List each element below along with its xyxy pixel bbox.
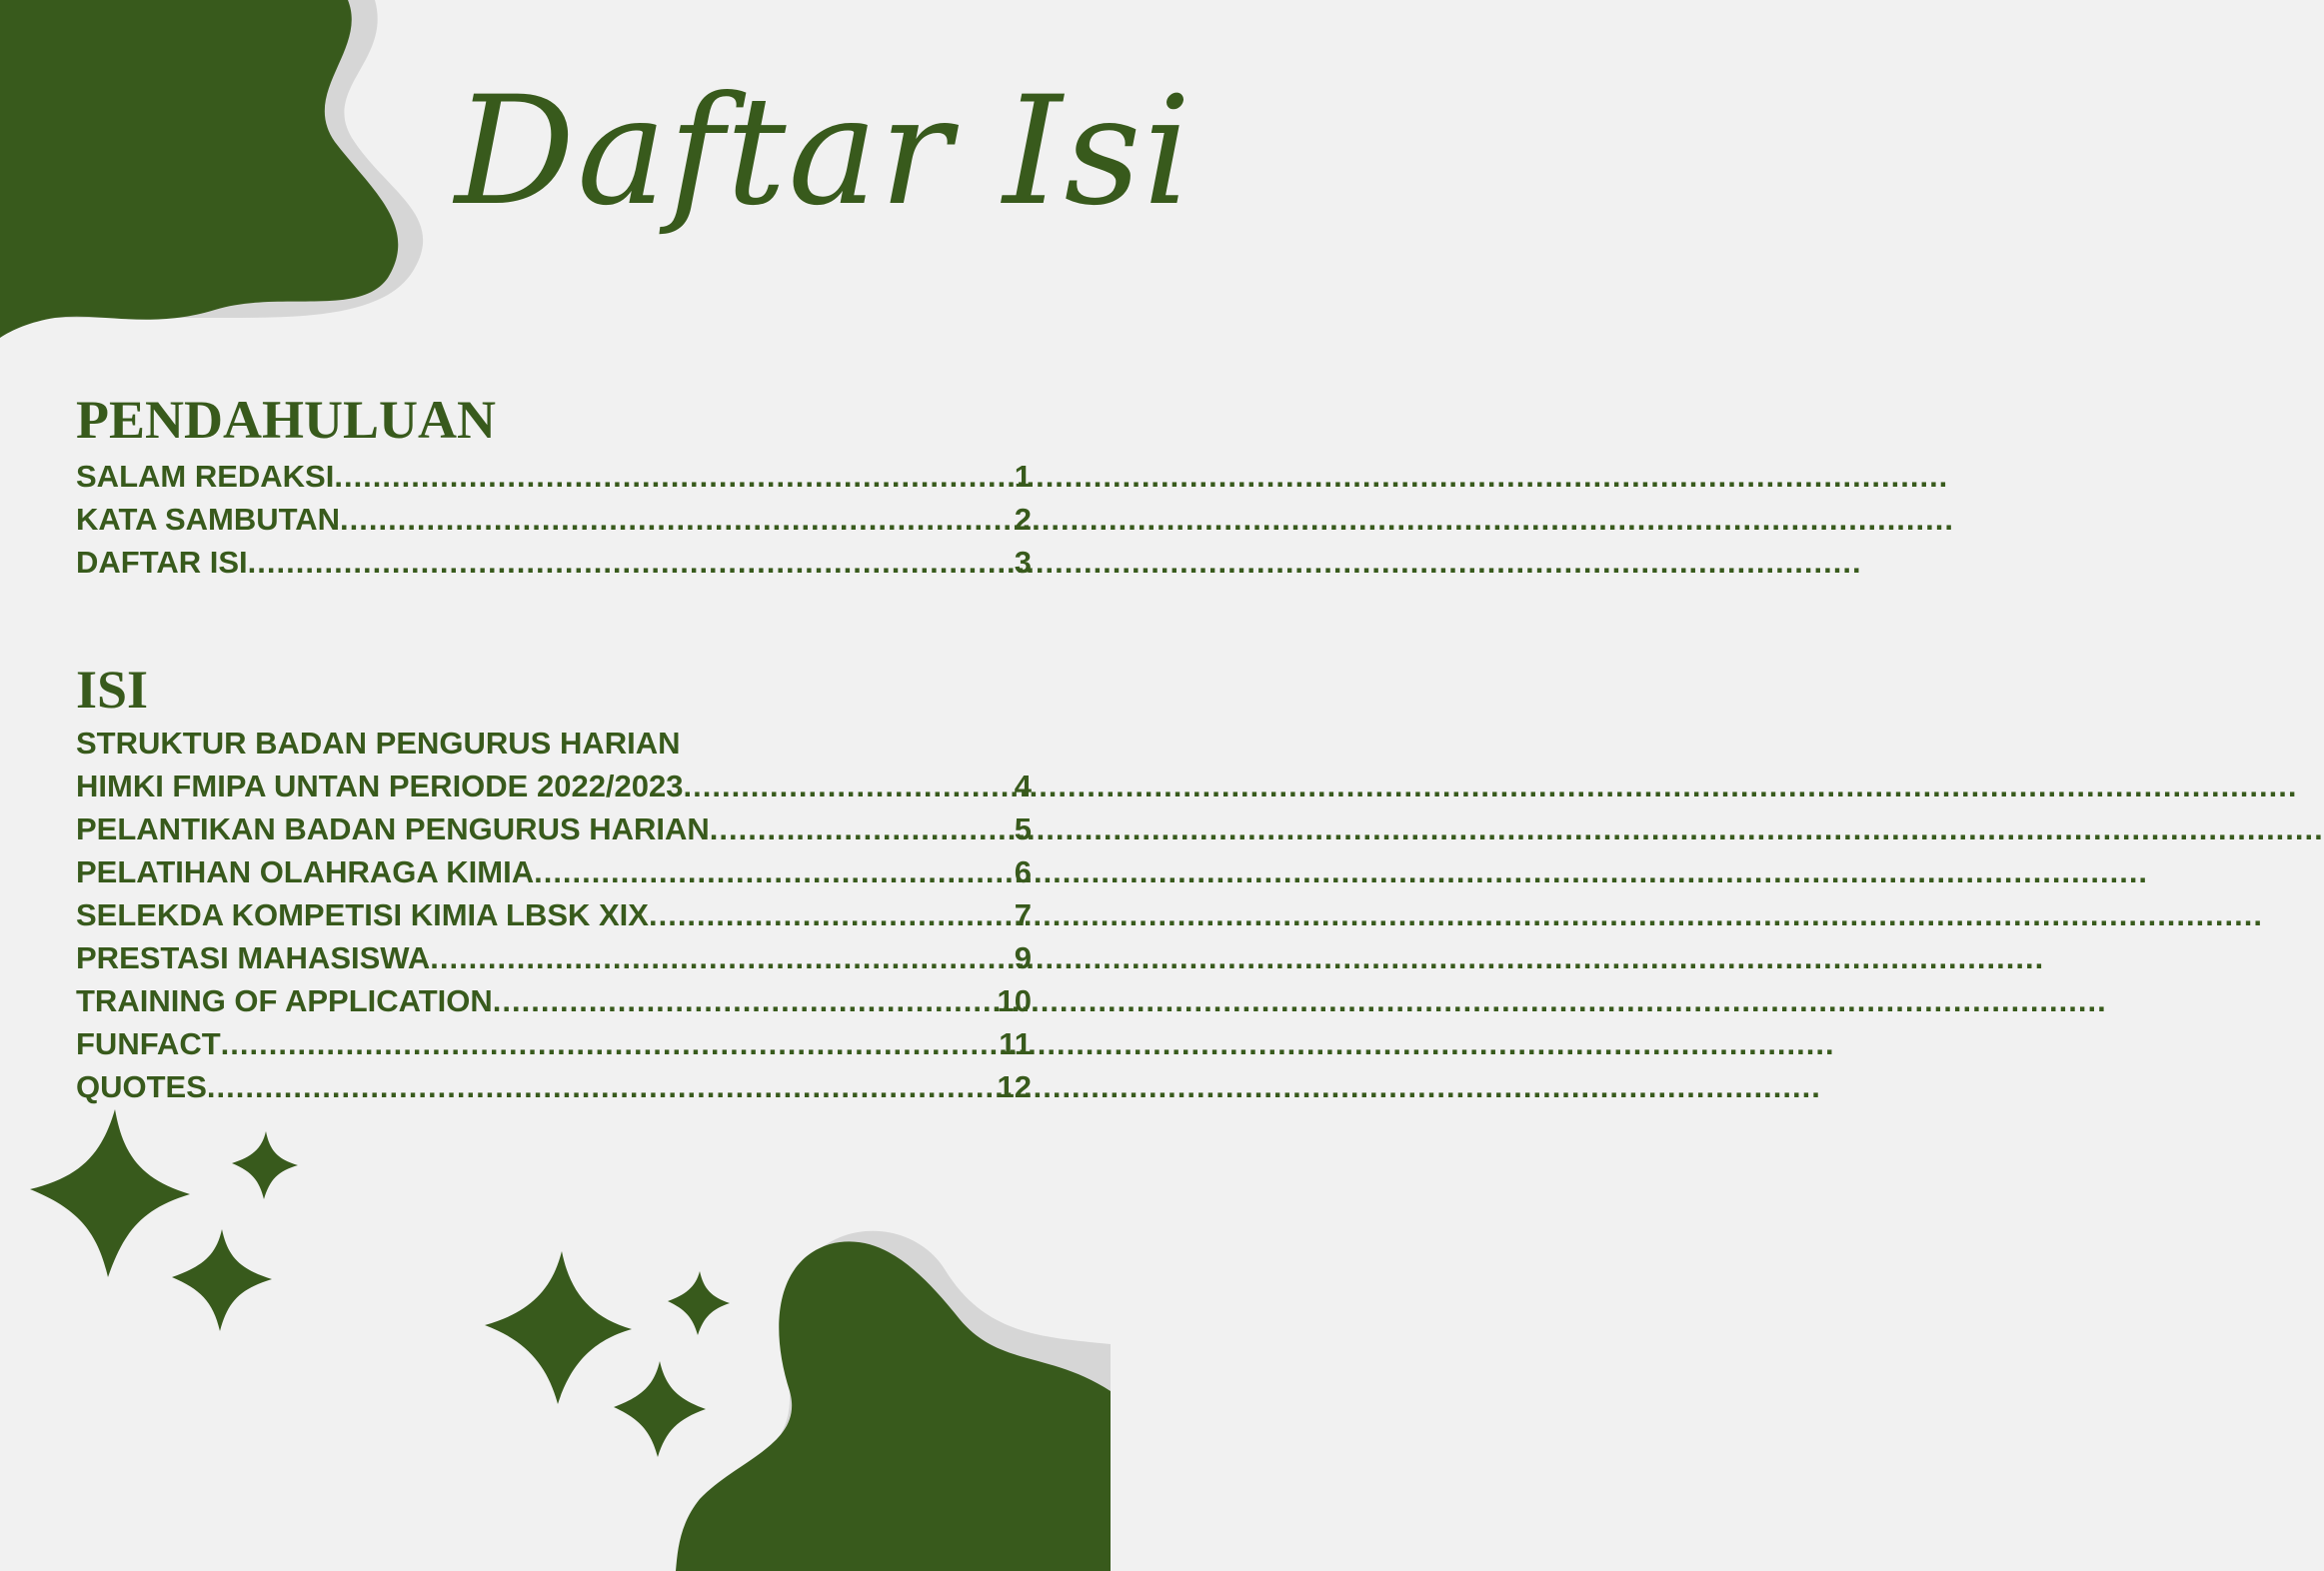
sparkle-icon bbox=[30, 1109, 190, 1277]
toc-entry-label: HIMKI FMIPA UNTAN PERIODE 2022/2023 bbox=[76, 769, 684, 803]
toc-entry-salam-redaksi[interactable] bbox=[76, 455, 1032, 498]
toc-entry-prestasi[interactable] bbox=[76, 936, 1032, 979]
toc-entry-page: 12 bbox=[997, 1069, 1032, 1104]
toc-entry-daftar-isi[interactable] bbox=[76, 541, 1032, 584]
toc-entry-label: SELEKDA KOMPETISI KIMIA LBSK XIX bbox=[76, 897, 649, 932]
toc-entry-training[interactable] bbox=[76, 979, 1032, 1022]
toc-entry-page: 4 bbox=[1014, 769, 1032, 803]
sparkle-icon bbox=[172, 1229, 272, 1331]
dot-leader bbox=[684, 765, 1015, 807]
toc-entry-page: 3 bbox=[1014, 545, 1032, 580]
toc-entry-quotes[interactable] bbox=[76, 1065, 1032, 1108]
toc-entry-selekda[interactable] bbox=[76, 893, 1032, 936]
dot-leader bbox=[430, 936, 1015, 979]
dot-leader bbox=[534, 850, 1015, 893]
toc-entry-label: QUOTES bbox=[76, 1069, 207, 1104]
page-title: Daftar Isi bbox=[455, 65, 1193, 239]
toc-entry-page: 7 bbox=[1014, 897, 1032, 932]
dot-leader bbox=[221, 1022, 1000, 1065]
dot-leader bbox=[207, 1065, 998, 1108]
toc-entry-pelantikan-bph[interactable] bbox=[76, 807, 1032, 850]
toc-entry-label: PELATIHAN OLAHRAGA KIMIA bbox=[76, 854, 535, 889]
toc-entry-label: KATA SAMBUTAN bbox=[76, 502, 341, 537]
sparkle-icon bbox=[232, 1131, 298, 1199]
toc-entry-label: TRAINING OF APPLICATION bbox=[76, 983, 493, 1018]
toc-entry-page: 10 bbox=[997, 983, 1032, 1018]
sparkle-icon bbox=[614, 1361, 706, 1457]
toc-entry-page: 11 bbox=[999, 1026, 1032, 1061]
toc-entry-kata-sambutan[interactable] bbox=[76, 498, 1032, 541]
dot-leader bbox=[334, 455, 1014, 498]
dot-leader bbox=[340, 498, 1015, 541]
blob-top-left bbox=[0, 0, 398, 338]
toc-list-pendahuluan bbox=[76, 455, 1032, 584]
toc-entry-label: FUNFACT bbox=[76, 1026, 221, 1061]
toc-entry-label: DAFTAR ISI bbox=[76, 545, 248, 580]
toc-entry-pelatihan-olahraga[interactable] bbox=[76, 850, 1032, 893]
toc-entry-label-line1[interactable]: STRUKTUR BADAN PENGURUS HARIAN bbox=[76, 726, 681, 761]
toc-entry-label: PELANTIKAN BADAN PENGURUS HARIAN bbox=[76, 811, 710, 846]
dot-leader bbox=[493, 979, 998, 1022]
sparkle-icon bbox=[668, 1271, 730, 1335]
toc-entry-funfact[interactable] bbox=[76, 1022, 1032, 1065]
toc-entry-label: SALAM REDAKSI bbox=[76, 459, 335, 494]
dot-leader bbox=[248, 541, 1015, 584]
toc-entry-page: 9 bbox=[1014, 940, 1032, 975]
section-heading-isi: ISI bbox=[76, 660, 149, 720]
toc-entry-page: 6 bbox=[1014, 854, 1032, 889]
dot-leader bbox=[649, 893, 1015, 936]
dot-leader bbox=[710, 807, 1015, 850]
blob-bottom-right bbox=[676, 1241, 1111, 1571]
section-heading-pendahuluan: PENDAHULUAN bbox=[76, 390, 497, 450]
toc-entry-page: 2 bbox=[1014, 502, 1032, 537]
toc-list-isi bbox=[76, 722, 1032, 1108]
toc-entry-page: 1 bbox=[1014, 459, 1032, 494]
toc-entry-page: 5 bbox=[1014, 811, 1032, 846]
toc-entry-label: PRESTASI MAHASISWA bbox=[76, 940, 431, 975]
toc-entry-struktur-bph[interactable] bbox=[76, 765, 1032, 807]
sparkle-icon bbox=[485, 1251, 632, 1404]
